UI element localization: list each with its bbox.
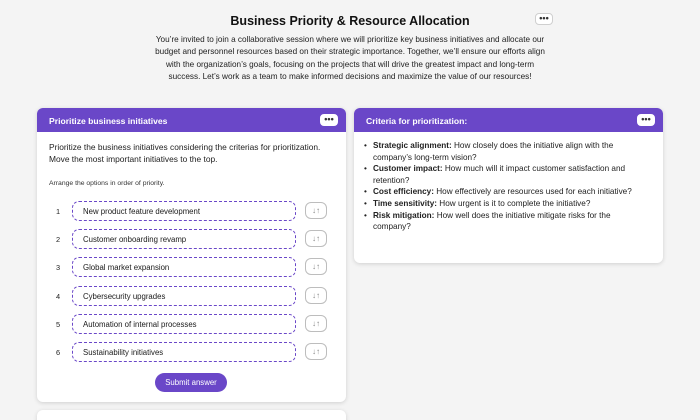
criteria-item <box>364 140 649 163</box>
option-row-6 <box>37 341 346 369</box>
option-number: 4 <box>55 291 61 301</box>
option-item[interactable]: Global market expansion <box>72 257 296 277</box>
criteria-item <box>364 210 649 233</box>
prioritize-more-button[interactable]: ••• <box>320 114 338 126</box>
swap-arrows-icon[interactable]: ↓↑ <box>305 343 327 360</box>
criteria-term: Cost efficiency: <box>373 187 434 197</box>
criteria-list <box>354 132 663 233</box>
header-more-button[interactable]: ••• <box>535 13 553 25</box>
option-row-2 <box>37 228 346 256</box>
criteria-description: How much will it impact customer satisfaction and retention? <box>373 164 626 185</box>
option-row-5 <box>37 313 346 341</box>
swap-arrows-icon[interactable]: ↓↑ <box>305 287 327 304</box>
option-item[interactable]: Sustainability initiatives <box>72 342 296 362</box>
criteria-card <box>354 108 663 263</box>
swap-arrows-icon[interactable]: ↓↑ <box>305 230 327 247</box>
criteria-item <box>364 198 649 210</box>
swap-arrows-icon[interactable]: ↓↑ <box>305 258 327 275</box>
criteria-description: How urgent is it to complete the initiative? <box>437 198 591 208</box>
option-number: 5 <box>55 319 61 329</box>
swap-arrows-icon[interactable]: ↓↑ <box>305 315 327 332</box>
option-row-4 <box>37 285 346 313</box>
option-number: 2 <box>55 235 61 245</box>
criteria-term: Risk mitigation: <box>373 210 435 220</box>
submit-answer-button[interactable]: Submit answer <box>155 373 227 392</box>
option-item[interactable]: Automation of internal processes <box>72 314 296 334</box>
intro-text: You’re invited to join a collaborative session where we will prioritize key business initiatives and allocate our budget and personnel resources based on their strategic importance. Together, we’ll ensure our efforts align with the organization’s goals, focusing on the projects that will drive the greatest impact and long-term success. Let’s work as a team to make informed decisions and maximize the value of our resources! <box>155 35 545 82</box>
criteria-card-header <box>354 108 663 132</box>
swap-arrows-icon[interactable]: ↓↑ <box>305 202 327 219</box>
prioritize-card-header <box>37 108 346 132</box>
criteria-term: Time sensitivity: <box>373 198 438 208</box>
option-number: 3 <box>55 263 61 273</box>
option-row-1 <box>37 200 346 228</box>
criteria-term: Customer impact: <box>373 164 443 174</box>
option-item[interactable]: Cybersecurity upgrades <box>72 286 296 306</box>
criteria-description: How well does the initiative mitigate risks for the company? <box>373 210 611 232</box>
prioritize-card-title: Prioritize business initiatives <box>49 116 168 126</box>
prioritize-hint: Arrange the options in order of priority. <box>49 179 165 187</box>
page-title: Business Priority & Resource Allocation <box>230 14 470 28</box>
criteria-item <box>364 163 649 186</box>
option-item[interactable]: New product feature development <box>72 201 296 221</box>
criteria-description: How closely does the initiative align with the company’s long-term vision? <box>373 141 614 162</box>
option-item[interactable]: Customer onboarding revamp <box>72 229 296 249</box>
option-row-3 <box>37 256 346 284</box>
criteria-item <box>364 186 649 198</box>
page-header <box>0 14 700 84</box>
options-list <box>37 200 346 369</box>
criteria-description: How effectively are resources used for each initiative? <box>433 187 632 197</box>
option-number: 6 <box>55 347 61 357</box>
criteria-more-button[interactable]: ••• <box>637 114 655 126</box>
criteria-card-title: Criteria for prioritization: <box>366 116 468 126</box>
option-number: 1 <box>55 207 61 216</box>
next-card-fragment <box>37 410 346 420</box>
prioritize-card <box>37 108 346 402</box>
criteria-term: Strategic alignment: <box>373 141 452 150</box>
prioritize-instruction: Prioritize the business initiatives considering the criterias for prioritization. Move the most important initiatives to the top. <box>49 142 321 165</box>
